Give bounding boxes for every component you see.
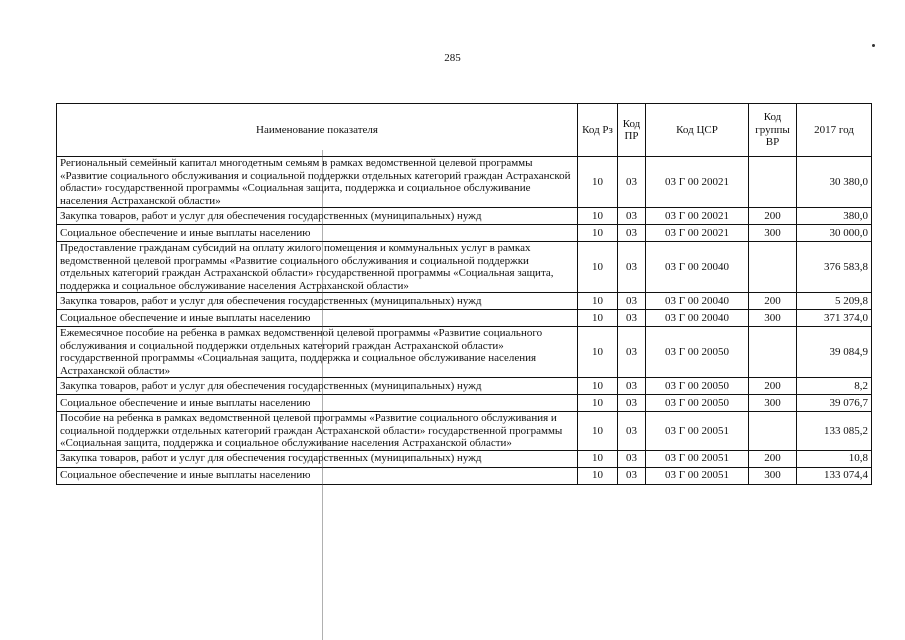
row-csr: 03 Г 00 20050 bbox=[646, 378, 749, 395]
row-name: Закупка товаров, работ и услуг для обеспечения государственных (муниципальных) нужд bbox=[57, 450, 578, 467]
row-csr: 03 Г 00 20021 bbox=[646, 157, 749, 208]
row-rz: 10 bbox=[578, 225, 618, 242]
row-csr: 03 Г 00 20051 bbox=[646, 450, 749, 467]
row-vr bbox=[749, 327, 797, 378]
row-name: Пособие на ребенка в рамках ведомственной целевой программы «Развитие социального обслуживания и социальной поддержки отдельных категорий граждан Астраханской области» государственной программы «Социальная защита, поддержка и социальное обслуживание населения Астраханской области» bbox=[57, 412, 578, 451]
row-rz: 10 bbox=[578, 310, 618, 327]
row-rz: 10 bbox=[578, 242, 618, 293]
row-rz: 10 bbox=[578, 378, 618, 395]
row-name: Закупка товаров, работ и услуг для обеспечения государственных (муниципальных) нужд bbox=[57, 293, 578, 310]
row-vr: 300 bbox=[749, 310, 797, 327]
row-rz: 10 bbox=[578, 450, 618, 467]
header-row bbox=[57, 104, 872, 157]
header-name: Наименование показателя bbox=[57, 104, 578, 157]
row-name: Социальное обеспечение и иные выплаты населению bbox=[57, 395, 578, 412]
row-pr: 03 bbox=[618, 225, 646, 242]
row-vr bbox=[749, 242, 797, 293]
row-year: 5 209,8 bbox=[797, 293, 872, 310]
row-vr bbox=[749, 157, 797, 208]
header-csr: Код ЦСР bbox=[646, 104, 749, 157]
scan-artifact-line bbox=[322, 150, 323, 640]
row-year: 380,0 bbox=[797, 208, 872, 225]
table-row bbox=[57, 378, 872, 395]
row-csr: 03 Г 00 20040 bbox=[646, 310, 749, 327]
row-year: 371 374,0 bbox=[797, 310, 872, 327]
header-rz: Код Рз bbox=[578, 104, 618, 157]
table-row bbox=[57, 327, 872, 378]
row-vr: 200 bbox=[749, 378, 797, 395]
row-rz: 10 bbox=[578, 157, 618, 208]
table-header bbox=[57, 104, 872, 157]
scan-speck bbox=[872, 44, 875, 47]
header-year: 2017 год bbox=[797, 104, 872, 157]
table-row bbox=[57, 293, 872, 310]
table-row bbox=[57, 450, 872, 467]
row-year: 10,8 bbox=[797, 450, 872, 467]
row-year: 30 380,0 bbox=[797, 157, 872, 208]
row-name: Ежемесячное пособие на ребенка в рамках ведомственной целевой программы «Развитие социального обслуживания и социальной поддержки отдельных категорий граждан Астраханской области» государственной программы «Социальная защита, поддержка и социальное обслуживание населения Астраханской области» bbox=[57, 327, 578, 378]
row-vr bbox=[749, 412, 797, 451]
row-rz: 10 bbox=[578, 208, 618, 225]
table-row bbox=[57, 467, 872, 484]
row-pr: 03 bbox=[618, 395, 646, 412]
table-row bbox=[57, 208, 872, 225]
page-number: 285 bbox=[444, 52, 461, 64]
row-rz: 10 bbox=[578, 395, 618, 412]
table-row bbox=[57, 242, 872, 293]
row-rz: 10 bbox=[578, 467, 618, 484]
header-pr: Код ПР bbox=[618, 104, 646, 157]
table-row bbox=[57, 310, 872, 327]
table-row bbox=[57, 225, 872, 242]
row-name: Закупка товаров, работ и услуг для обеспечения государственных (муниципальных) нужд bbox=[57, 208, 578, 225]
row-pr: 03 bbox=[618, 327, 646, 378]
row-vr: 300 bbox=[749, 225, 797, 242]
row-csr: 03 Г 00 20051 bbox=[646, 412, 749, 451]
row-pr: 03 bbox=[618, 310, 646, 327]
table-row bbox=[57, 395, 872, 412]
row-rz: 10 bbox=[578, 327, 618, 378]
row-vr: 300 bbox=[749, 395, 797, 412]
row-year: 39 084,9 bbox=[797, 327, 872, 378]
row-vr: 200 bbox=[749, 450, 797, 467]
row-name: Закупка товаров, работ и услуг для обеспечения государственных (муниципальных) нужд bbox=[57, 378, 578, 395]
row-pr: 03 bbox=[618, 378, 646, 395]
row-name: Социальное обеспечение и иные выплаты населению bbox=[57, 310, 578, 327]
budget-table bbox=[56, 103, 872, 485]
row-pr: 03 bbox=[618, 208, 646, 225]
row-year: 8,2 bbox=[797, 378, 872, 395]
row-csr: 03 Г 00 20051 bbox=[646, 467, 749, 484]
row-csr: 03 Г 00 20050 bbox=[646, 327, 749, 378]
row-name: Региональный семейный капитал многодетным семьям в рамках ведомственной целевой программы «Развитие социального обслуживания и социальной поддержки отдельных категорий граждан Астраханской области» государственной программы «Социальная защита, поддержка и социальное обслуживание населения Астраханской области» bbox=[57, 157, 578, 208]
row-vr: 300 bbox=[749, 467, 797, 484]
row-pr: 03 bbox=[618, 450, 646, 467]
row-name: Социальное обеспечение и иные выплаты населению bbox=[57, 467, 578, 484]
row-csr: 03 Г 00 20021 bbox=[646, 208, 749, 225]
row-pr: 03 bbox=[618, 157, 646, 208]
table-row bbox=[57, 412, 872, 451]
row-name: Предоставление гражданам субсидий на оплату жилого помещения и коммунальных услуг в рамках ведомственной целевой программы «Развитие социального обслуживания и социальной поддержки отдельных категорий граждан Астраханской области» государственной программы «Социальная защита, поддержка и социальное обслуживание населения Астраханской области» bbox=[57, 242, 578, 293]
row-year: 133 085,2 bbox=[797, 412, 872, 451]
row-csr: 03 Г 00 20040 bbox=[646, 242, 749, 293]
row-pr: 03 bbox=[618, 412, 646, 451]
table-body bbox=[57, 157, 872, 485]
row-csr: 03 Г 00 20021 bbox=[646, 225, 749, 242]
row-year: 39 076,7 bbox=[797, 395, 872, 412]
row-year: 133 074,4 bbox=[797, 467, 872, 484]
header-vr: Код группы ВР bbox=[749, 104, 797, 157]
row-year: 376 583,8 bbox=[797, 242, 872, 293]
row-rz: 10 bbox=[578, 412, 618, 451]
row-csr: 03 Г 00 20040 bbox=[646, 293, 749, 310]
row-year: 30 000,0 bbox=[797, 225, 872, 242]
row-pr: 03 bbox=[618, 242, 646, 293]
row-rz: 10 bbox=[578, 293, 618, 310]
table-row bbox=[57, 157, 872, 208]
row-vr: 200 bbox=[749, 208, 797, 225]
row-pr: 03 bbox=[618, 293, 646, 310]
row-csr: 03 Г 00 20050 bbox=[646, 395, 749, 412]
row-vr: 200 bbox=[749, 293, 797, 310]
row-pr: 03 bbox=[618, 467, 646, 484]
row-name: Социальное обеспечение и иные выплаты населению bbox=[57, 225, 578, 242]
